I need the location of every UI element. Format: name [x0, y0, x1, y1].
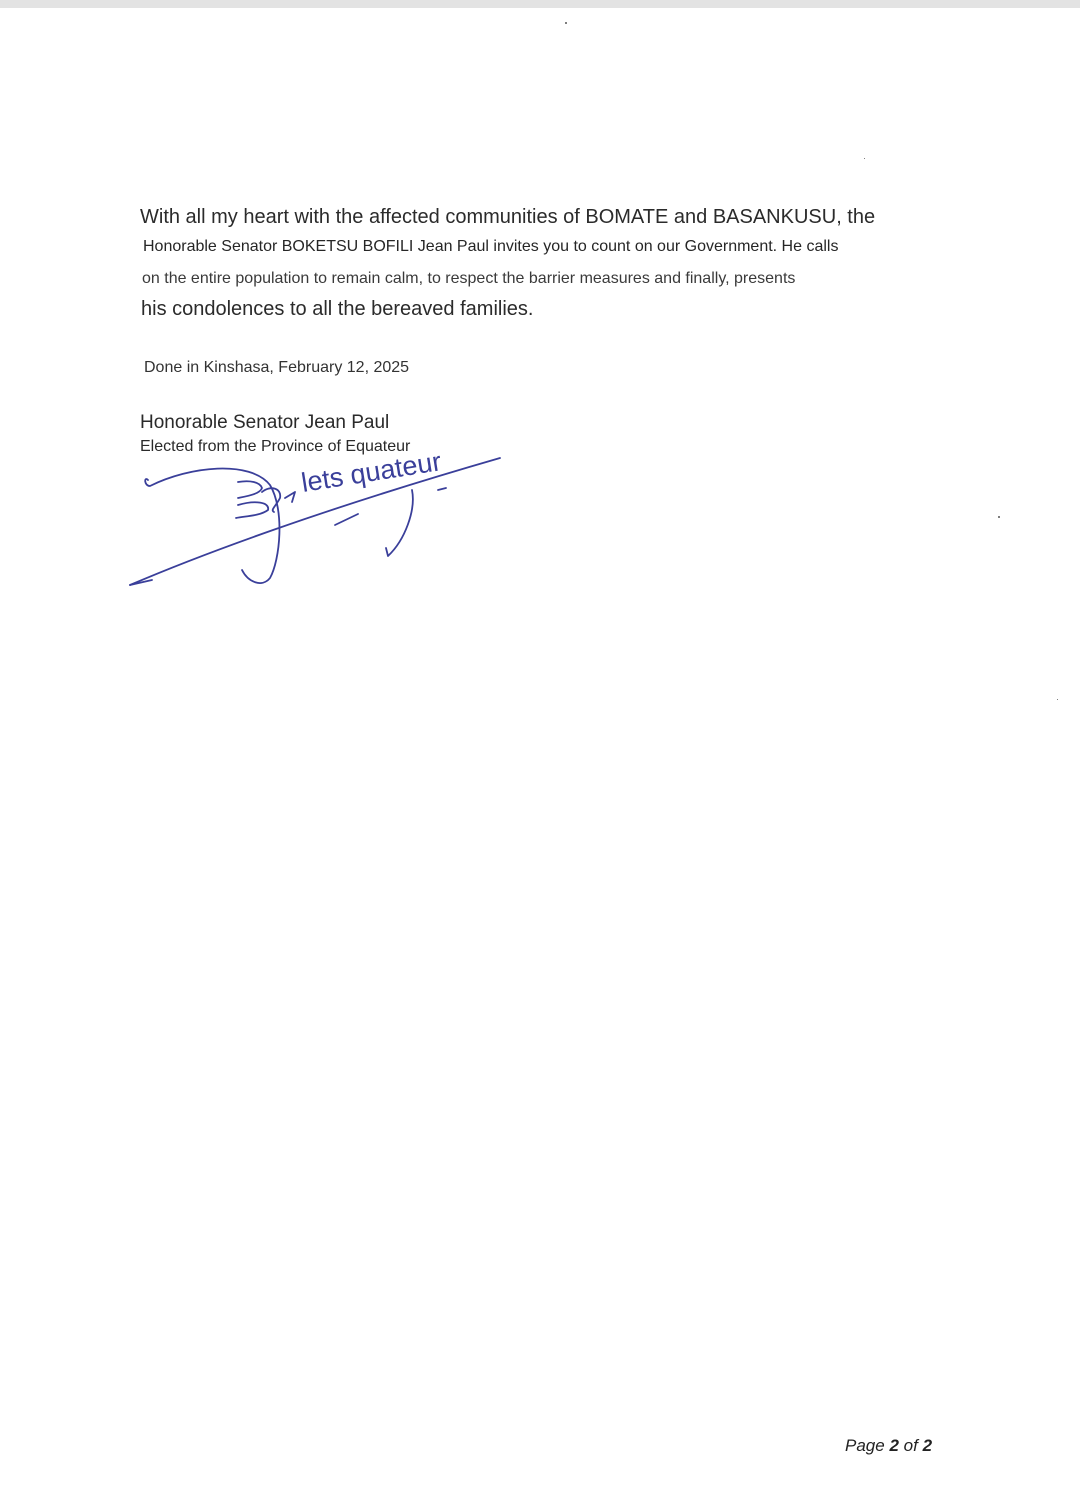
page-word: Page	[845, 1436, 885, 1455]
signatory-role: Elected from the Province of Equateur	[140, 438, 411, 455]
of-word: of	[903, 1436, 918, 1455]
body-line-2: Honorable Senator BOKETSU BOFILI Jean Paul invites you to count on our Government. He calls	[143, 238, 839, 255]
place-date: Done in Kinshasa, February 12, 2025	[144, 359, 410, 376]
paper-speck	[998, 516, 1000, 518]
paper-speck	[864, 158, 865, 159]
paper-speck	[565, 22, 567, 24]
current-page: 2	[889, 1436, 899, 1455]
signature-text: lets quateur	[299, 446, 444, 498]
signatory-name: Honorable Senator Jean Paul	[140, 412, 390, 433]
handwritten-signature	[120, 430, 520, 600]
total-pages: 2	[922, 1436, 933, 1455]
top-edge-bar	[0, 0, 1080, 8]
page-number	[845, 1436, 932, 1456]
body-line-4: his condolences to all the bereaved families.	[141, 298, 534, 320]
body-line-3: on the entire population to remain calm, to respect the barrier measures and finally, presents	[142, 270, 796, 287]
body-line-1: With all my heart with the affected communities of BOMATE and BASANKUSU, the	[140, 206, 876, 228]
paper-speck	[1057, 699, 1058, 700]
